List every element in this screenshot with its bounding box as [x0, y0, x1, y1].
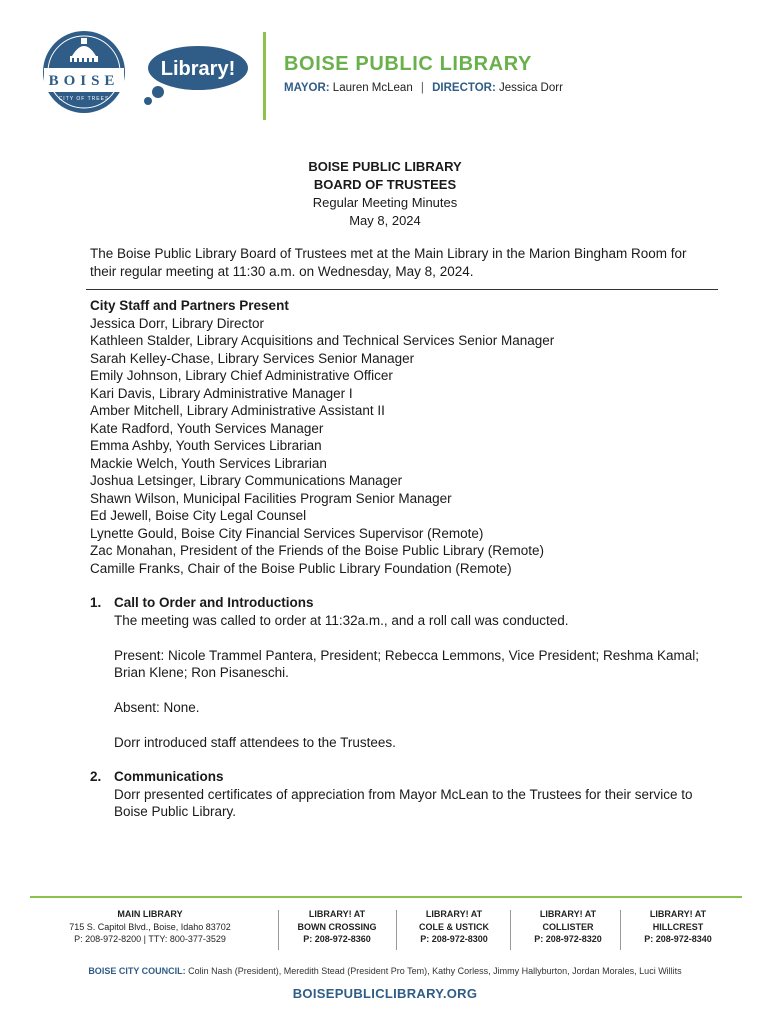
- staff-member: Kate Radford, Youth Services Manager: [90, 420, 324, 436]
- staff-member: Zac Monahan, President of the Friends of the Boise Public Library (Remote): [90, 543, 544, 558]
- staff-member: Emily Johnson, Library Chief Administrative Officer: [90, 368, 393, 383]
- section-number: 2.: [90, 769, 102, 784]
- branch-divider: [510, 910, 511, 950]
- branch-divider: [396, 910, 397, 950]
- section-paragraph: Present: Nicole Trammel Pantera, President; Rebecca Lemmons, Vice President; Reshma Kamal; Brian Klene; Ron Pisaneschi.: [114, 647, 700, 680]
- staff-member: Ed Jewell, Boise City Legal Counsel: [90, 508, 307, 523]
- staff-member: Sarah Kelley-Chase, Library Services Senior Manager: [90, 350, 415, 366]
- staff-member: Mackie Welch, Youth Services Librarian: [90, 455, 327, 471]
- library-speech-bubble-logo: [140, 44, 250, 106]
- branch-main-library: MAIN LIBRARY 715 S. Capitol Blvd., Boise, Idaho 83702 P: 208-972-8200 | TTY: 800-377-3529: [69, 909, 231, 944]
- agenda-section-call-to-order: [90, 594, 710, 752]
- svg-text:Library!: Library!: [160, 58, 236, 80]
- staff-member: Shawn Wilson, Municipal Facilities Program Senior Manager: [90, 490, 452, 506]
- title-line-org: BOISE PUBLIC LIBRARY: [308, 159, 462, 174]
- staff-list: [90, 315, 710, 578]
- director-label: DIRECTOR:: [432, 82, 496, 94]
- section-paragraph: Dorr introduced staff attendees to the Trustees.: [114, 735, 396, 750]
- section-number: 1.: [90, 595, 102, 610]
- branch-divider: [278, 910, 279, 950]
- branch-bown-crossing: LIBRARY! AT BOWN CROSSING P: 208-972-8360: [297, 909, 377, 944]
- org-name: BOISE PUBLIC LIBRARY: [284, 53, 532, 75]
- website-url: BOISEPUBLICLIBRARY.ORG: [292, 986, 478, 1001]
- header-divider: [263, 32, 266, 120]
- section-paragraph: Dorr presented certificates of appreciation from Mayor McLean to the Trustees for their service to Boise Public Library.: [114, 786, 693, 819]
- staff-member: Amber Mitchell, Library Administrative Assistant II: [90, 403, 385, 418]
- agenda-section-communications: [90, 768, 710, 821]
- title-line-doc-type: Regular Meeting Minutes: [312, 195, 458, 210]
- staff-present-section: [90, 297, 710, 577]
- council-members: Colin Nash (President), Meredith Stead (President Pro Tem), Kathy Corless, Jimmy Hallyburton, Jordan Morales, Luci Willits: [188, 966, 682, 976]
- horizontal-rule: [86, 289, 718, 290]
- staff-member: Kari Davis, Library Administrative Manager I: [90, 385, 353, 401]
- staff-heading: City Staff and Partners Present: [90, 298, 289, 313]
- staff-member: Emma Ashby, Youth Services Librarian: [90, 438, 322, 453]
- staff-member: Kathleen Stalder, Library Acquisitions and Technical Services Senior Manager: [90, 333, 555, 348]
- svg-text:CITY OF TREES: CITY OF TREES: [58, 96, 110, 102]
- staff-member: Camille Franks, Chair of the Boise Public Library Foundation (Remote): [90, 560, 512, 576]
- intro-paragraph: The Boise Public Library Board of Trustees met at the Main Library in the Marion Bingham Room for their regular meeting at 11:30 a.m. on Wednesday, May 8, 2024.: [90, 246, 687, 279]
- svg-text:BOISE: BOISE: [48, 73, 120, 89]
- document-title-block: [0, 158, 770, 230]
- staff-member: Joshua Letsinger, Library Communications Manager: [90, 473, 403, 488]
- city-council-line: [0, 966, 770, 976]
- branch-divider: [620, 910, 621, 950]
- branch-collister: LIBRARY! AT COLLISTER P: 208-972-8320: [534, 909, 602, 944]
- council-label: BOISE CITY COUNCIL:: [88, 966, 186, 976]
- title-line-board: BOARD OF TRUSTEES: [313, 177, 457, 192]
- branch-cole-ustick: LIBRARY! AT COLE & USTICK P: 208-972-8300: [418, 909, 489, 944]
- director-name: Jessica Dorr: [499, 82, 563, 94]
- branch-hillcrest: LIBRARY! AT HILLCREST P: 208-972-8340: [644, 909, 712, 944]
- staff-member: Jessica Dorr, Library Director: [90, 315, 265, 331]
- mayor-label: MAYOR:: [284, 82, 330, 94]
- officials-separator: |: [420, 82, 424, 94]
- boise-city-seal-logo: [42, 30, 126, 114]
- section-title: Call to Order and Introductions: [114, 595, 314, 610]
- section-title: Communications: [114, 769, 224, 784]
- section-paragraph: The meeting was called to order at 11:32a.m., and a roll call was conducted.: [114, 612, 569, 628]
- branch-locations: [30, 908, 742, 952]
- footer-divider: [30, 896, 742, 898]
- staff-member: Lynette Gould, Boise City Financial Services Supervisor (Remote): [90, 525, 484, 541]
- header-officials: [284, 82, 563, 94]
- letterhead: [0, 0, 770, 130]
- section-paragraph: Absent: None.: [114, 700, 200, 715]
- title-line-date: May 8, 2024: [349, 213, 421, 228]
- mayor-name: Lauren McLean: [332, 82, 413, 94]
